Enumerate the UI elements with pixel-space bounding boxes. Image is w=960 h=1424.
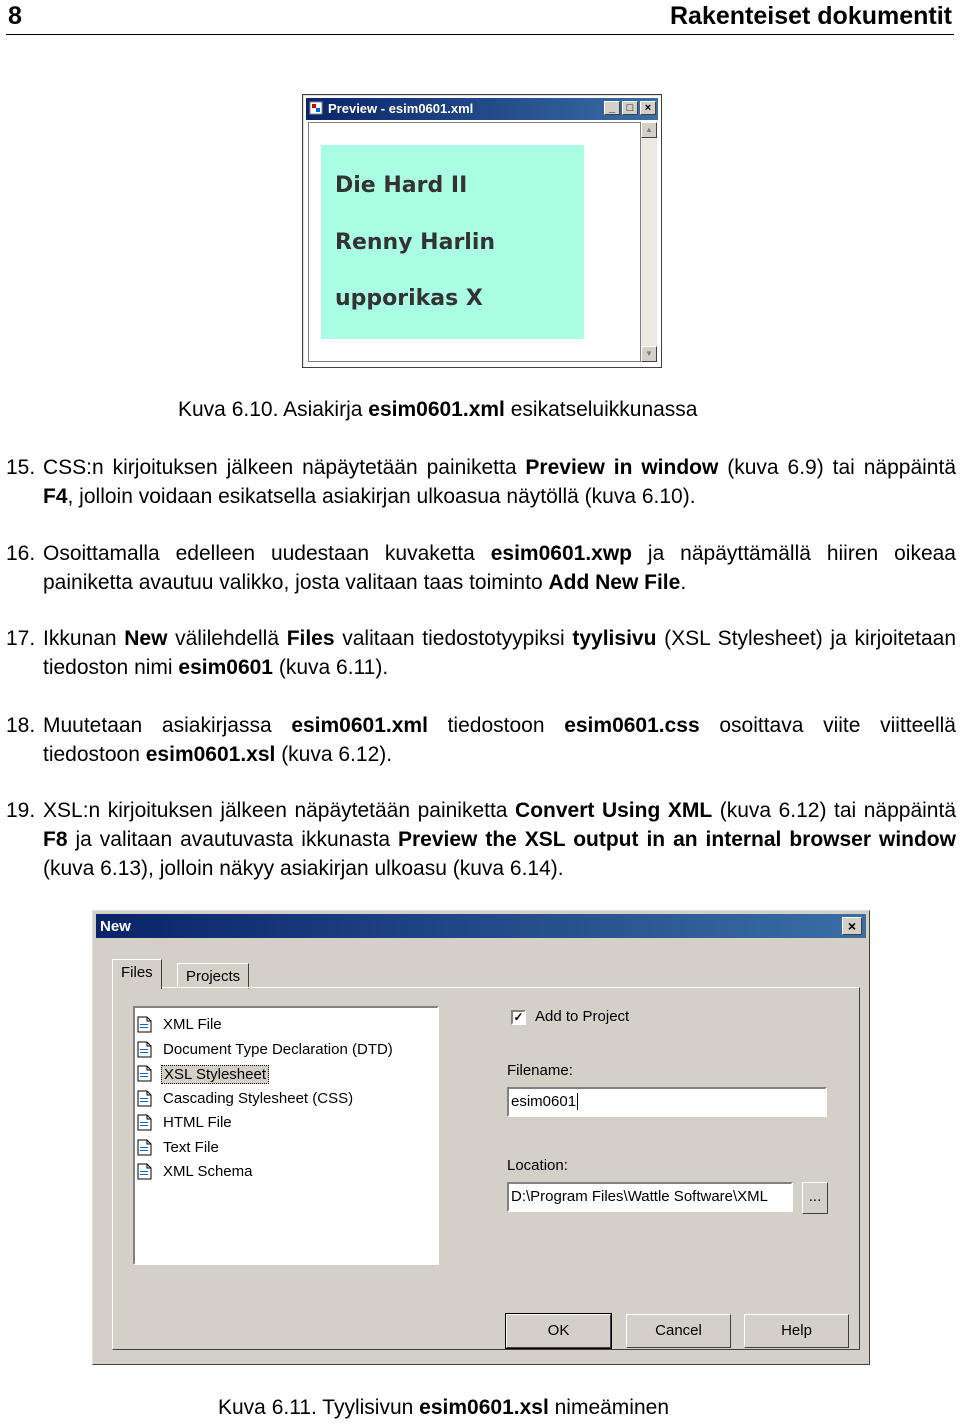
chapter-title: Rakenteiset dokumentit bbox=[669, 2, 952, 30]
dialog-close-button[interactable]: × bbox=[842, 917, 862, 935]
filename-label: Filename: bbox=[507, 1062, 573, 1079]
step-19 bbox=[6, 796, 956, 886]
bold-term: Preview in window bbox=[525, 456, 719, 479]
file-icon bbox=[137, 1041, 152, 1058]
scroll-up-icon[interactable]: ▲ bbox=[641, 122, 657, 138]
caption-text: nimeäminen bbox=[548, 1396, 670, 1419]
add-to-project-checkbox[interactable]: ✓ bbox=[511, 1010, 526, 1025]
maximize-button[interactable]: □ bbox=[622, 101, 638, 115]
file-type-label: XML File bbox=[163, 1016, 222, 1033]
step-number: 18. bbox=[6, 714, 36, 737]
filename-value: esim0601 bbox=[511, 1093, 577, 1110]
bold-term: esim0601.xml bbox=[291, 714, 428, 737]
file-type-label: HTML File bbox=[163, 1114, 232, 1131]
tab-projects[interactable] bbox=[177, 963, 249, 989]
content-line-director: Renny Harlin bbox=[335, 230, 496, 255]
preview-title: Preview - esim0601.xml bbox=[328, 101, 474, 116]
close-button[interactable]: × bbox=[640, 101, 656, 115]
minimize-button[interactable]: _ bbox=[604, 101, 620, 115]
app-icon bbox=[309, 101, 323, 115]
rendered-document bbox=[321, 145, 584, 339]
content-line-title: Die Hard II bbox=[335, 173, 468, 198]
location-label: Location: bbox=[507, 1157, 568, 1174]
ok-button[interactable] bbox=[506, 1314, 611, 1348]
text-run: (kuva 6.12). bbox=[275, 743, 393, 766]
text-run: osoittava viite viitteellä tiedostoon bbox=[43, 714, 956, 766]
bold-term: Add New File bbox=[548, 571, 681, 594]
bold-term: F4 bbox=[43, 485, 68, 508]
page-header bbox=[6, 0, 954, 35]
text-run: CSS:n kirjoituksen jälkeen näpäytetään painiketta bbox=[43, 456, 526, 479]
bold-term: tyylisivu bbox=[572, 627, 657, 650]
bold-term: esim0601 bbox=[178, 656, 273, 679]
text-run: Ikkunan bbox=[43, 627, 125, 650]
scroll-down-icon[interactable]: ▼ bbox=[641, 346, 657, 362]
cancel-label: Cancel bbox=[655, 1322, 702, 1339]
step-17 bbox=[6, 624, 956, 684]
caption-text: esikatseluikkunassa bbox=[504, 398, 698, 421]
text-run: ja valitaan avautuvasta ikkunasta bbox=[67, 828, 398, 851]
text-run: Osoittamalla edelleen uudestaan kuvaketta bbox=[43, 542, 491, 565]
text-run: XSL:n kirjoituksen jälkeen näpäytetään painiketta bbox=[43, 799, 516, 822]
file-icon bbox=[137, 1065, 152, 1082]
step-number: 17. bbox=[6, 627, 36, 650]
figure-caption-6-10 bbox=[178, 398, 698, 422]
bold-term: F8 bbox=[43, 828, 68, 851]
file-icon bbox=[137, 1090, 152, 1107]
figure-caption-6-11 bbox=[218, 1396, 669, 1420]
help-label: Help bbox=[781, 1322, 812, 1339]
step-text bbox=[43, 539, 956, 597]
preview-title-bar bbox=[306, 98, 658, 120]
location-input[interactable] bbox=[507, 1182, 793, 1212]
tab-files-label: Files bbox=[121, 964, 153, 981]
text-run: (XSL Stylesheet) ja kirjoitetaan tiedoston nimi bbox=[43, 627, 956, 679]
ok-label: OK bbox=[547, 1322, 570, 1339]
text-run: tiedostoon bbox=[427, 714, 565, 737]
add-to-project-label: Add to Project bbox=[535, 1008, 630, 1025]
file-type-label: Document Type Declaration (DTD) bbox=[163, 1040, 393, 1058]
content-line-rating: upporikas X bbox=[335, 286, 483, 311]
browse-label: ... bbox=[808, 1188, 822, 1205]
text-run: välilehdellä bbox=[167, 627, 287, 650]
dialog-title: New bbox=[100, 918, 131, 935]
file-type-label: Text File bbox=[163, 1138, 219, 1156]
text-run: valitaan tiedostotyypiksi bbox=[334, 627, 573, 650]
step-text bbox=[43, 711, 956, 769]
text-run: (kuva 6.9) tai näppäintä bbox=[718, 456, 956, 479]
caption-text: Kuva 6.10. Asiakirja bbox=[178, 398, 369, 421]
vertical-scrollbar[interactable] bbox=[641, 122, 657, 362]
file-icon bbox=[137, 1114, 152, 1131]
bold-term: Convert Using XML bbox=[515, 799, 713, 822]
bold-term: Preview the XSL output in an internal browser window bbox=[397, 828, 956, 851]
preview-window bbox=[302, 94, 662, 368]
bold-term: New bbox=[124, 627, 168, 650]
file-icon bbox=[137, 1016, 152, 1033]
text-run: . bbox=[680, 571, 687, 594]
step-number: 15. bbox=[6, 456, 36, 479]
tab-projects-label: Projects bbox=[186, 968, 241, 985]
step-16 bbox=[6, 539, 956, 599]
cancel-button[interactable] bbox=[626, 1314, 731, 1348]
file-type-label: Cascading Stylesheet (CSS) bbox=[163, 1089, 354, 1107]
text-run: (kuva 6.13), jolloin näkyy asiakirjan ulkoasu (kuva 6.14). bbox=[43, 857, 564, 880]
caption-filename: esim0601.xsl bbox=[419, 1396, 549, 1419]
step-number: 19. bbox=[6, 799, 36, 822]
bold-term: esim0601.css bbox=[564, 714, 700, 737]
file-type-label: XML Schema bbox=[163, 1163, 253, 1180]
step-text bbox=[43, 796, 956, 883]
bold-term: Files bbox=[286, 627, 335, 650]
bold-term: esim0601.xsl bbox=[145, 743, 276, 766]
help-button[interactable] bbox=[744, 1314, 849, 1348]
step-18 bbox=[6, 711, 956, 771]
browse-button[interactable] bbox=[802, 1182, 828, 1214]
bold-term: esim0601.xwp bbox=[490, 542, 632, 565]
text-run: ja näpäyttämällä hiiren oikeaa painiketta avautuu valikko, josta valitaan taas toiminto bbox=[43, 542, 956, 594]
caption-filename: esim0601.xml bbox=[368, 398, 505, 421]
text-run: , jolloin voidaan esikatsella asiakirjan ulkoasua näytöllä (kuva 6.10). bbox=[67, 485, 696, 508]
location-value: D:\Program Files\Wattle Software\XML bbox=[511, 1188, 769, 1205]
filename-input[interactable] bbox=[507, 1087, 827, 1117]
page-number: 8 bbox=[8, 2, 22, 30]
text-run: (kuva 6.12) tai näppäintä bbox=[712, 799, 956, 822]
preview-content bbox=[308, 122, 641, 362]
file-type-list[interactable] bbox=[133, 1006, 439, 1265]
tab-files[interactable] bbox=[112, 959, 162, 989]
text-run: Muutetaan asiakirjassa bbox=[43, 714, 292, 737]
file-type-label: XSL Stylesheet bbox=[161, 1065, 269, 1084]
step-text bbox=[43, 624, 956, 682]
text-run: (kuva 6.11). bbox=[273, 656, 389, 679]
step-text bbox=[43, 453, 956, 511]
file-icon bbox=[137, 1163, 152, 1180]
dialog-title-bar bbox=[96, 914, 866, 938]
step-15 bbox=[6, 453, 956, 513]
file-icon bbox=[137, 1139, 152, 1156]
new-file-dialog bbox=[92, 910, 870, 1365]
caption-text: Kuva 6.11. Tyylisivun bbox=[218, 1396, 420, 1419]
step-number: 16. bbox=[6, 542, 36, 565]
